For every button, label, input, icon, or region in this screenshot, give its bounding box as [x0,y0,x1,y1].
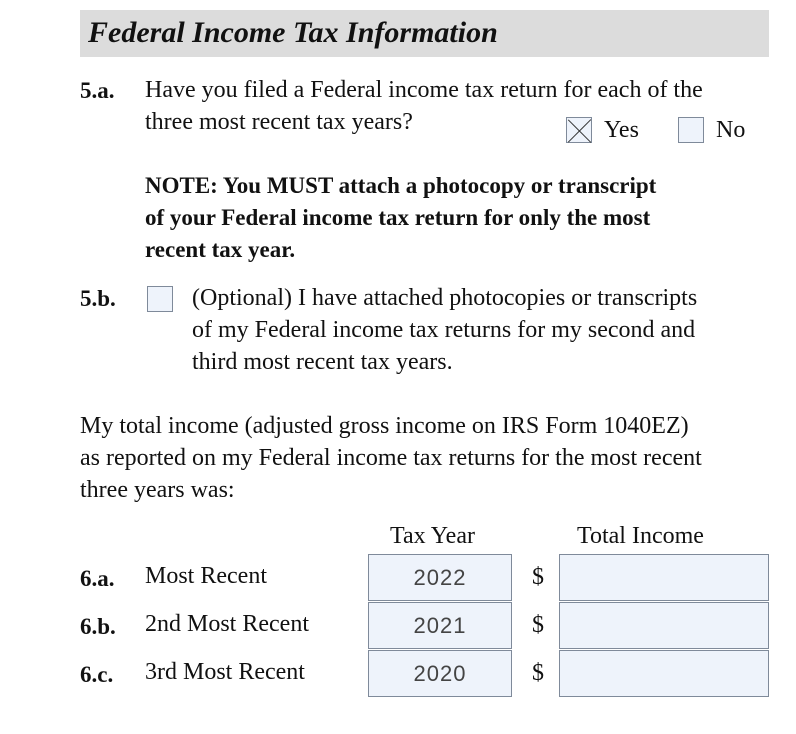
total-income-field-6b[interactable] [559,602,769,649]
question-5a-number: 5.a. [80,78,115,103]
row-6c-label: 3rd Most Recent [145,659,305,685]
total-income-field-6c[interactable] [559,650,769,697]
tax-year-field-6a[interactable]: 2022 [368,554,512,601]
total-income-column-header: Total Income [577,523,704,549]
tax-year-field-6c[interactable]: 2020 [368,650,512,697]
no-checkbox[interactable] [678,117,704,143]
tax-year-field-6b[interactable]: 2021 [368,602,512,649]
yes-label: Yes [604,117,639,143]
question-5b-number: 5.b. [80,286,116,311]
note-line2: of your Federal income tax return for only the most [145,205,651,230]
row-6b-number: 6.b. [80,614,116,639]
note-line1: NOTE: You MUST attach a photocopy or transcript [145,173,657,198]
income-intro-line3: three years was: [80,477,235,503]
optional-attachment-checkbox[interactable] [147,286,173,312]
question-5a-line1: Have you filed a Federal income tax return for each of the [145,77,703,103]
section-title: Federal Income Tax Information [88,16,498,49]
tax-year-column-header: Tax Year [390,523,475,549]
income-intro-line2: as reported on my Federal income tax returns for the most recent [80,445,702,471]
question-5b-line2: of my Federal income tax returns for my second and [192,317,696,343]
income-intro-line1: My total income (adjusted gross income on IRS Form 1040EZ) [80,413,689,439]
note-line3: recent tax year. [145,237,296,262]
row-6b-label: 2nd Most Recent [145,611,309,637]
total-income-field-6a[interactable] [559,554,769,601]
no-label: No [716,117,746,143]
row-6c-number: 6.c. [80,662,114,687]
dollar-sign-6c: $ [532,660,544,686]
question-5b-line3: third most recent tax years. [192,349,453,375]
row-6a-number: 6.a. [80,566,115,591]
dollar-sign-6b: $ [532,612,544,638]
row-6a-label: Most Recent [145,563,267,589]
dollar-sign-6a: $ [532,564,544,590]
section-header [80,10,769,57]
yes-checkbox[interactable] [566,117,592,143]
question-5a-line2: three most recent tax years? [145,109,413,135]
question-5b-line1: (Optional) I have attached photocopies or transcripts [192,285,698,311]
